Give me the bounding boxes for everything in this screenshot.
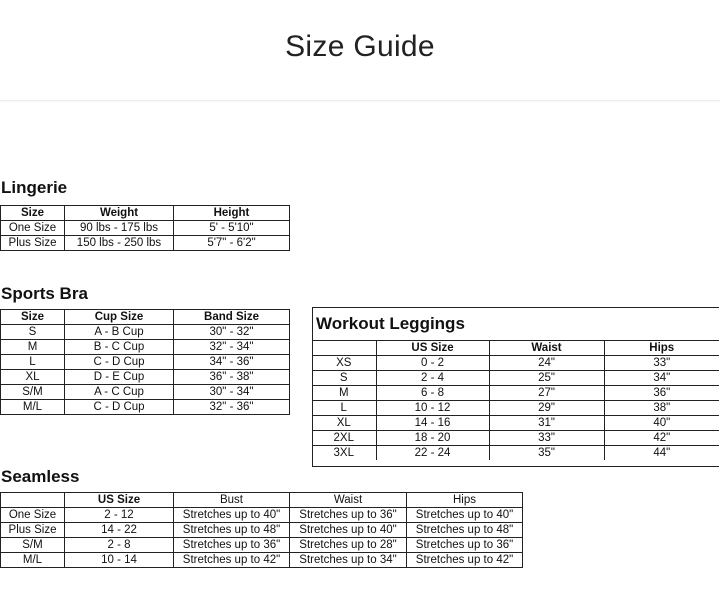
workout-leggings-table	[312, 340, 719, 460]
table-cell: M/L	[1, 400, 65, 415]
table-cell: Stretches up to 40"	[407, 508, 523, 523]
table-cell: 36" - 38"	[174, 370, 290, 385]
table-cell: A - B Cup	[65, 325, 174, 340]
table-cell: 6 - 8	[376, 386, 489, 401]
table-cell: Stretches up to 40"	[174, 508, 290, 523]
column-header: Hips	[407, 493, 523, 508]
table-row	[312, 446, 719, 461]
table-header-row	[1, 206, 290, 221]
table-header-row	[312, 341, 719, 356]
page-title: Size Guide	[285, 30, 435, 63]
lingerie-title: Lingerie	[1, 178, 68, 197]
table-cell: Stretches up to 36"	[290, 508, 407, 523]
table-cell: 5'7" - 6'2"	[174, 236, 290, 251]
table-cell: S	[1, 325, 65, 340]
table-cell: One Size	[1, 508, 65, 523]
table-cell: 25"	[489, 371, 604, 386]
column-header	[312, 341, 376, 356]
table-cell: 18 - 20	[376, 431, 489, 446]
table-row	[1, 325, 290, 340]
table-cell: S/M	[1, 538, 65, 553]
table-cell: Stretches up to 28"	[290, 538, 407, 553]
table-cell: L	[312, 401, 376, 416]
table-row	[312, 401, 719, 416]
table-cell: 42"	[604, 431, 719, 446]
column-header: Band Size	[174, 310, 290, 325]
table-cell: 3XL	[312, 446, 376, 461]
table-cell: 27"	[489, 386, 604, 401]
table-row	[1, 400, 290, 415]
table-cell: 30" - 32"	[174, 325, 290, 340]
table-cell: S/M	[1, 385, 65, 400]
workout-leggings-title: Workout Leggings	[316, 314, 465, 333]
table-row	[1, 236, 290, 251]
table-cell: Stretches up to 36"	[407, 538, 523, 553]
table-cell: L	[1, 355, 65, 370]
table-cell: C - D Cup	[65, 400, 174, 415]
table-cell: M/L	[1, 553, 65, 568]
table-cell: 2 - 4	[376, 371, 489, 386]
table-cell: 22 - 24	[376, 446, 489, 461]
table-cell: One Size	[1, 221, 65, 236]
column-header: Bust	[174, 493, 290, 508]
column-header: US Size	[376, 341, 489, 356]
table-cell: Stretches up to 40"	[290, 523, 407, 538]
table-cell: XL	[1, 370, 65, 385]
table-row	[1, 370, 290, 385]
seamless-title: Seamless	[1, 467, 80, 486]
table-cell: Stretches up to 42"	[174, 553, 290, 568]
table-row	[312, 356, 719, 371]
column-header: Weight	[65, 206, 174, 221]
table-cell: 0 - 2	[376, 356, 489, 371]
table-cell: 2 - 12	[65, 508, 174, 523]
table-cell: D - E Cup	[65, 370, 174, 385]
table-cell: 24"	[489, 356, 604, 371]
table-cell: 14 - 22	[65, 523, 174, 538]
table-header-row	[1, 493, 523, 508]
table-cell: M	[1, 340, 65, 355]
table-cell: Plus Size	[1, 523, 65, 538]
table-row	[1, 221, 290, 236]
table-cell: 90 lbs - 175 lbs	[65, 221, 174, 236]
table-row	[1, 385, 290, 400]
table-row	[1, 355, 290, 370]
column-header: Waist	[290, 493, 407, 508]
column-header: Waist	[489, 341, 604, 356]
table-cell: 2 - 8	[65, 538, 174, 553]
table-cell: 31"	[489, 416, 604, 431]
table-cell: 14 - 16	[376, 416, 489, 431]
table-cell: 40"	[604, 416, 719, 431]
table-cell: Stretches up to 48"	[407, 523, 523, 538]
table-cell: S	[312, 371, 376, 386]
table-row	[1, 538, 523, 553]
sports-bra-table	[0, 309, 290, 415]
table-row	[312, 431, 719, 446]
sports-bra-title: Sports Bra	[1, 284, 88, 303]
column-header: Size	[1, 310, 65, 325]
workout-leggings-panel	[312, 307, 719, 467]
table-cell: 32" - 36"	[174, 400, 290, 415]
table-cell: 34" - 36"	[174, 355, 290, 370]
table-header-row	[1, 310, 290, 325]
table-cell: Stretches up to 36"	[174, 538, 290, 553]
column-header	[1, 493, 65, 508]
seamless-table	[0, 492, 523, 568]
table-cell: 10 - 12	[376, 401, 489, 416]
table-cell: 34"	[604, 371, 719, 386]
table-cell: Stretches up to 42"	[407, 553, 523, 568]
table-row	[1, 508, 523, 523]
column-header: Size	[1, 206, 65, 221]
table-row	[1, 523, 523, 538]
table-cell: 33"	[604, 356, 719, 371]
table-cell: 150 lbs - 250 lbs	[65, 236, 174, 251]
lingerie-table	[0, 205, 290, 251]
table-cell: XL	[312, 416, 376, 431]
table-row	[1, 340, 290, 355]
column-header: Cup Size	[65, 310, 174, 325]
table-cell: XS	[312, 356, 376, 371]
table-cell: C - D Cup	[65, 355, 174, 370]
table-row	[312, 416, 719, 431]
column-header: Height	[174, 206, 290, 221]
table-row	[312, 386, 719, 401]
table-cell: Stretches up to 34"	[290, 553, 407, 568]
table-cell: 2XL	[312, 431, 376, 446]
table-cell: B - C Cup	[65, 340, 174, 355]
table-cell: 44"	[604, 446, 719, 461]
column-header: US Size	[65, 493, 174, 508]
table-cell: A - C Cup	[65, 385, 174, 400]
table-cell: 35"	[489, 446, 604, 461]
table-cell: M	[312, 386, 376, 401]
table-cell: 32" - 34"	[174, 340, 290, 355]
table-cell: Plus Size	[1, 236, 65, 251]
table-cell: 36"	[604, 386, 719, 401]
table-row	[1, 553, 523, 568]
page-header	[0, 0, 720, 101]
table-cell: 30" - 34"	[174, 385, 290, 400]
table-cell: 29"	[489, 401, 604, 416]
table-cell: 38"	[604, 401, 719, 416]
table-row	[312, 371, 719, 386]
column-header: Hips	[604, 341, 719, 356]
table-cell: 10 - 14	[65, 553, 174, 568]
table-cell: Stretches up to 48"	[174, 523, 290, 538]
table-cell: 5' - 5'10"	[174, 221, 290, 236]
table-cell: 33"	[489, 431, 604, 446]
